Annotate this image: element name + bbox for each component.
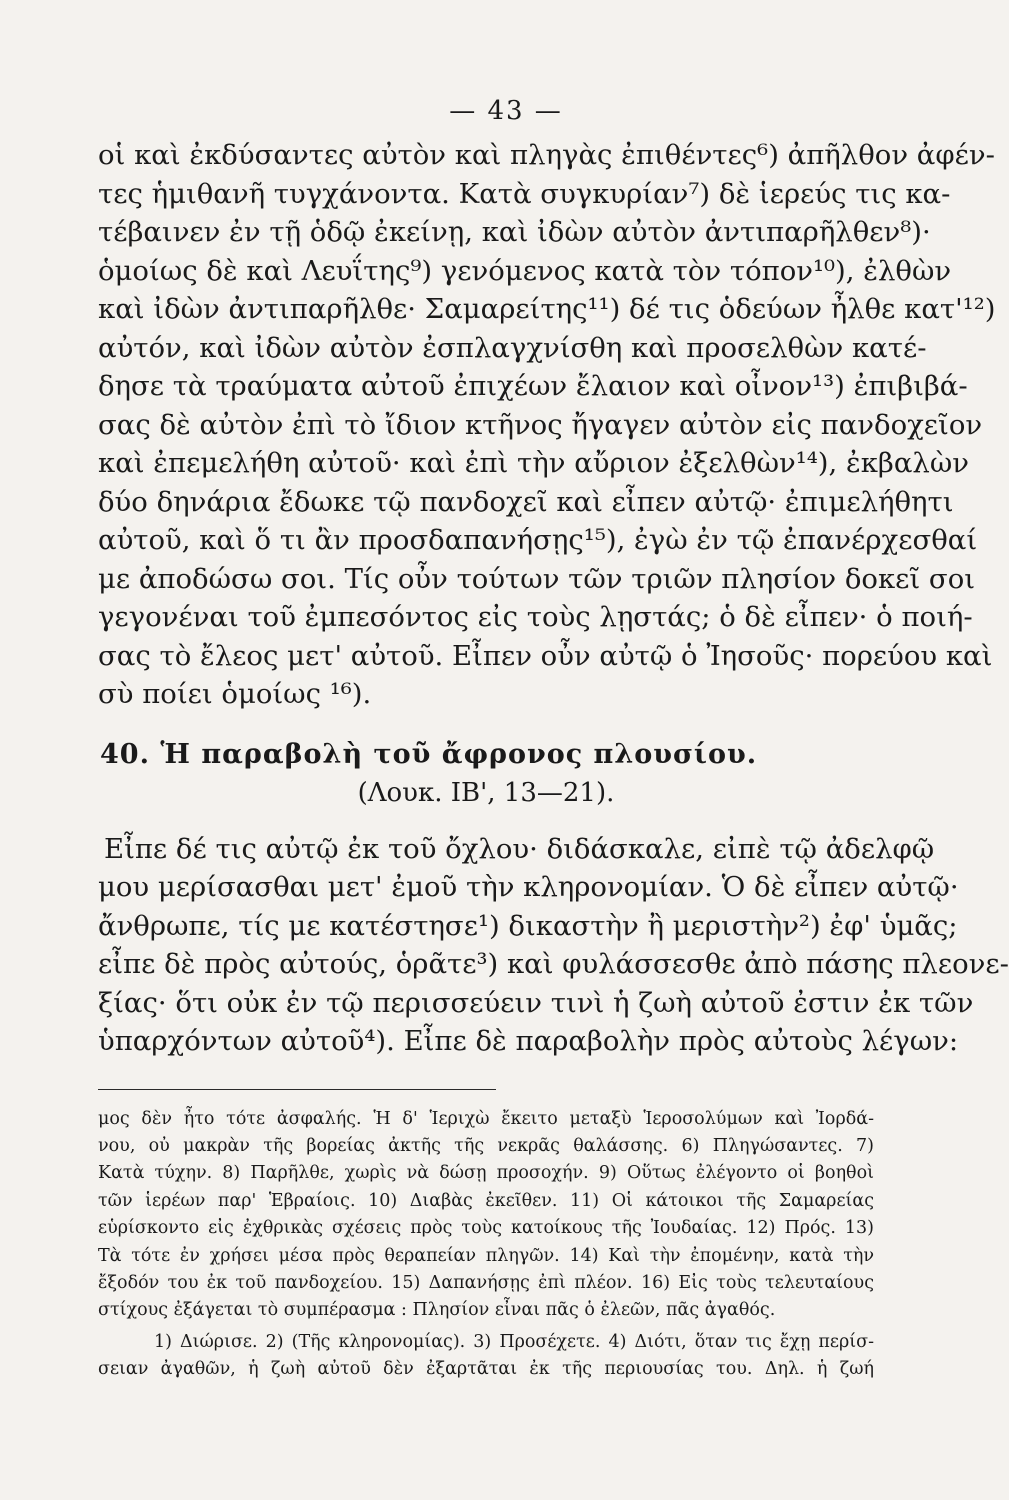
parable-text-block [98,830,1009,1061]
text-line: αὐτοῦ, καὶ ὅ τι ἂν προσδαπανήσῃς¹⁵), ἐγὼ ἐν τῷ ἐπανέρχεσθαί [98,524,978,556]
text-line: σας δὲ αὐτὸν ἐπὶ τὸ ἴδιον κτῆνος ἤγαγεν αὐτὸν εἰς πανδοχεῖον [98,408,983,441]
footnote-line: 1) Διώρισε. 2) (Τῆς κληρονομίας). 3) Προσέχετε. 4) Διότι, ὅταν τις ἔχῃ περίσ- [154,1331,874,1352]
text-line: ὁμοίως δὲ καὶ Λευΐτης⁹) γενόμενος κατὰ τὸν τόπον¹⁰), ἐλθὼν [98,254,952,287]
book-page [98,96,1009,1384]
footnote-line: σειαν ἀγαθῶν, ἡ ζωὴ αὐτοῦ δὲν ἐξαρτᾶται ἐκ τῆς περιουσίας του. Δηλ. ἡ ζωή [98,1359,874,1380]
text-line: με ἀποδώσω σοι. Τίς οὖν τούτων τῶν τριῶν πλησίον δοκεῖ σοι [98,562,976,595]
text-line: καὶ ἐπεμελήθη αὐτοῦ· καὶ ἐπὶ τὴν αὔριον ἐξελθὼν¹⁴), ἐκβαλὼν [98,447,969,479]
text-line: σὺ ποίει ὁμοίως ¹⁶). [98,678,372,710]
footnote-line: Κατὰ τύχην. 8) Παρῆλθε, χωρὶς νὰ δώσῃ προσοχήν. 9) Οὕτως ἐλέγοντο οἱ βοηθοὶ [98,1163,874,1184]
footnote-line: ἔξοδόν του ἐκ τοῦ πανδοχείου. 15) Δαπανήσῃς ἐπὶ πλέον. 16) Εἰς τοὺς τελευταίους [98,1272,874,1293]
footnote-line: τῶν ἱερέων παρ' Ἑβραίοις. 10) Διαβὰς ἐκεῖθεν. 11) Οἱ κάτοικοι τῆς Σαμαρείας [98,1190,874,1211]
text-line: τέβαινεν ἐν τῇ ὁδῷ ἐκείνῃ, καὶ ἰδὼν αὐτὸν ἀντιπαρῆλθεν⁸)· [98,216,931,248]
footnotes-current [98,1329,874,1384]
text-line: ἄνθρωπε, τίς με κατέστησε¹) δικαστὴν ἢ μεριστὴν²) ἐφ' ὑμᾶς; [98,909,958,942]
text-line: σας τὸ ἔλεος μετ' αὐτοῦ. Εἶπεν οὖν αὐτῷ ὁ Ἰησοῦς· πορεύου καὶ [98,639,993,672]
main-text-block [98,136,996,714]
footnote-line: Τὰ τότε ἐν χρήσει μέσα πρὸς θεραπείαν πληγῶν. 14) Καὶ τὴν ἐπομένην, κατὰ τὴν [98,1245,874,1266]
text-line: μου μερίσασθαι μετ' ἐμοῦ τὴν κληρονομίαν. Ὁ δὲ εἶπεν αὐτῷ· [98,871,959,903]
text-line: γεγονέναι τοῦ ἐμπεσόντος εἰς τοὺς λῃστάς; ὁ δὲ εἶπεν· ὁ ποιή- [98,601,973,633]
footnote-divider [98,1089,496,1090]
footnotes-previous [98,1106,874,1325]
page-number: — 43 — [449,96,563,126]
text-line: Εἶπε δέ τις αὐτῷ ἐκ τοῦ ὄχλου· διδάσκαλε, εἰπὲ τῷ ἀδελφῷ [104,832,935,865]
text-line: δησε τὰ τραύματα αὐτοῦ ἐπιχέων ἔλαιον καὶ οἶνον¹³) ἐπιβιβά- [98,370,968,402]
section-reference: (Λουκ. ΙΒ', 13—21). [357,777,615,808]
text-line: ξίας· ὅτι οὐκ ἐν τῷ περισσεύειν τινὶ ἡ ζωὴ αὐτοῦ ἐστιν ἐκ τῶν [98,986,974,1019]
text-line: καὶ ἰδὼν ἀντιπαρῆλθε· Σαμαρείτης¹¹) δέ τις ὁδεύων ἦλθε κατ'¹²) [98,293,996,325]
text-line: τες ἡμιθανῆ τυγχάνοντα. Κατὰ συγκυρίαν⁷) δὲ ἱερεύς τις κα- [98,177,951,210]
footnote-line: στίχους ἐξάγεται τὸ συμπέρασμα : Πλησίον εἶναι πᾶς ὁ ἐλεῶν, πᾶς ἀγαθός. [98,1300,776,1321]
text-line: οἱ καὶ ἐκδύσαντες αὐτὸν καὶ πληγὰς ἐπιθέντες⁶) ἀπῆλθον ἀφέν- [98,139,995,171]
text-line: δύο δηνάρια ἔδωκε τῷ πανδοχεῖ καὶ εἶπεν αὐτῷ· ἐπιμελήθητι [98,485,954,518]
text-line: εἶπε δὲ πρὸς αὐτούς, ὁρᾶτε³) καὶ φυλάσσεσθε ἀπὸ πάσης πλεονε- [98,948,1009,980]
footnote-line: μος δὲν ἦτο τότε ἀσφαλής. Ἡ δ' Ἱεριχὼ ἔκειτο μεταξὺ Ἱεροσολύμων καὶ Ἰορδά- [98,1108,874,1129]
section-heading: 40. Ἡ παραβολὴ τοῦ ἄφρονος πλουσίου. [100,738,758,770]
footnote-line: εὑρίσκοντο εἰς ἐχθρικὰς σχέσεις πρὸς τοὺς κατοίκους τῆς Ἰουδαίας. 12) Πρός. 13) [98,1218,874,1239]
text-line: αὐτόν, καὶ ἰδὼν αὐτὸν ἐσπλαγχνίσθη καὶ προσελθὼν κατέ- [98,331,927,364]
text-line: ὑπαρχόντων αὐτοῦ⁴). Εἶπε δὲ παραβολὴν πρὸς αὐτοὺς λέγων: [98,1025,959,1057]
footnote-line: νου, οὐ μακρὰν τῆς βορείας ἀκτῆς τῆς νεκρᾶς θαλάσσης. 6) Πληγώσαντες. 7) [98,1135,874,1156]
